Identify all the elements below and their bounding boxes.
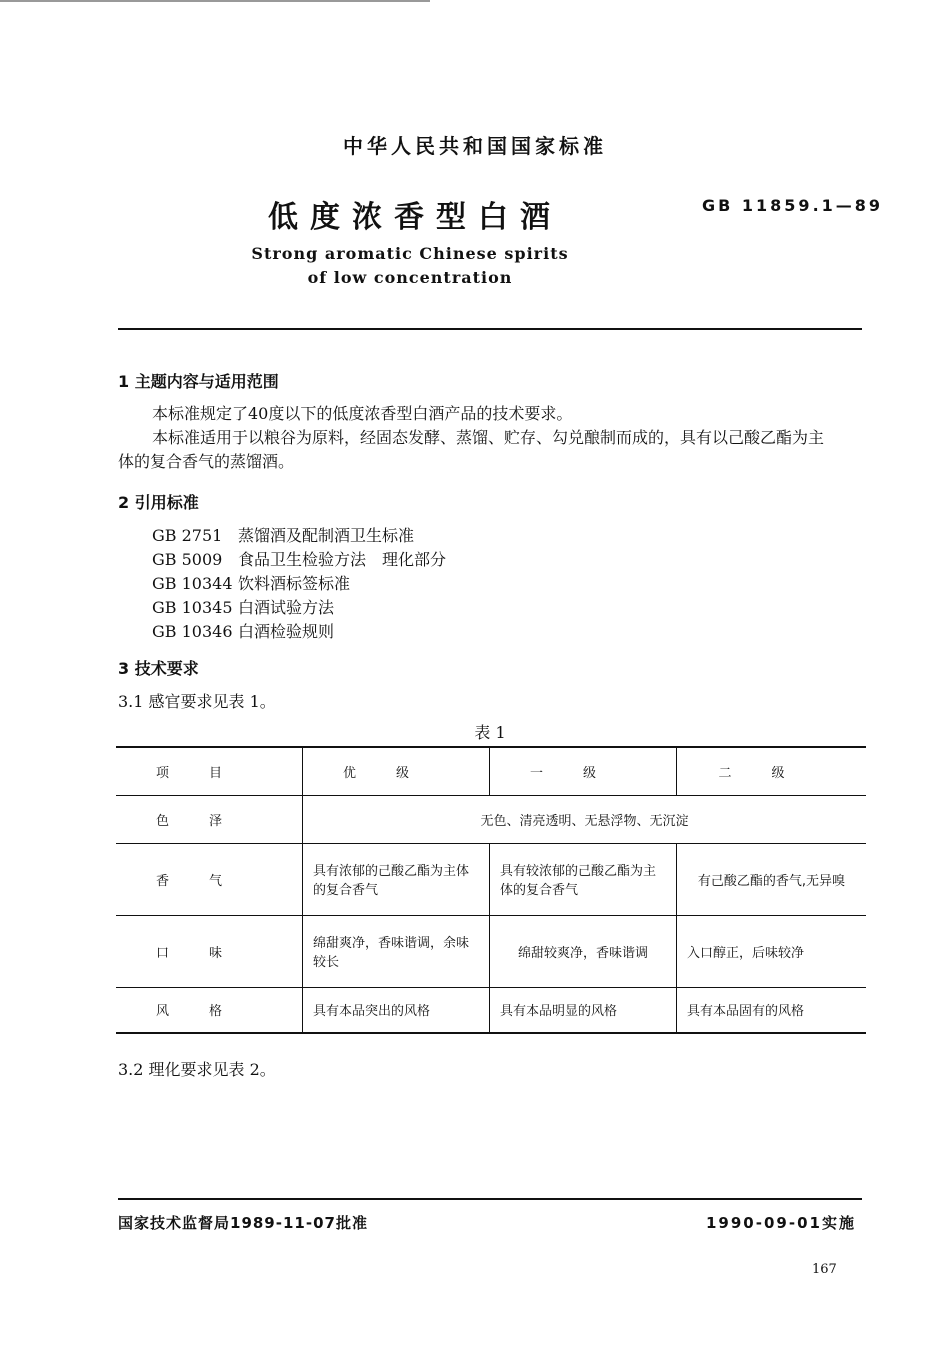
row-item: 口味 (116, 915, 303, 987)
reference-item (152, 523, 414, 546)
table-row (116, 843, 866, 915)
approval-date: 国家技术监督局1989-11-07批准 (118, 1214, 368, 1232)
reference-number: GB 10346 (152, 622, 233, 641)
header-grade-second: 二级 (677, 747, 867, 795)
header-grade-excellent: 优级 (303, 747, 490, 795)
reference-number: GB 10344 (152, 574, 233, 593)
reference-item (152, 619, 334, 642)
cell-second: 具有本品固有的风格 (677, 987, 867, 1033)
reference-item (152, 571, 350, 594)
header-divider (118, 328, 862, 330)
reference-title: 蒸馏酒及配制酒卫生标准 (238, 526, 415, 545)
cell-second: 有己酸乙酯的香气,无异嗅 (677, 843, 867, 915)
cell-first: 具有本品明显的风格 (490, 987, 677, 1033)
standard-code: GB 11859.1—89 (702, 196, 884, 215)
footer-divider (118, 1198, 862, 1200)
cell-first: 具有较浓郁的己酸乙酯为主体的复合香气 (490, 843, 677, 915)
reference-number: GB 2751 (152, 526, 223, 545)
table1-caption: 表 1 (474, 723, 506, 742)
section1-para1: 本标准规定了40度以下的低度浓香型白酒产品的技术要求。 (152, 404, 573, 423)
table-row (116, 915, 866, 987)
cell-second: 入口醇正，后味较净 (677, 915, 867, 987)
cell-excellent: 具有本品突出的风格 (303, 987, 490, 1033)
row-item: 色泽 (116, 795, 303, 843)
section1-para2-line1: 本标准适用于以粮谷为原料，经固态发酵、蒸馏、贮存、勾兑酿制而成的，具有以己酸乙酯为主 (152, 428, 825, 447)
clause-3-2: 3.2 理化要求见表 2。 (118, 1060, 276, 1079)
reference-item (152, 547, 446, 570)
document-title: 低度浓香型白酒 (268, 200, 562, 235)
clause-3-1: 3.1 感官要求见表 1。 (118, 692, 276, 711)
table-header-row (116, 747, 866, 795)
page-number: 167 (812, 1262, 837, 1277)
row-item: 香气 (116, 843, 303, 915)
cell-first: 绵甜较爽净，香味谐调 (490, 915, 677, 987)
header-item: 项目 (116, 747, 303, 795)
cell-excellent: 具有浓郁的己酸乙酯为主体的复合香气 (303, 843, 490, 915)
merged-cell: 无色、清亮透明、无悬浮物、无沉淀 (303, 795, 867, 843)
table-row (116, 987, 866, 1033)
reference-title: 白酒试验方法 (238, 598, 335, 617)
english-title-line1: Strong aromatic Chinese spirits (251, 244, 569, 263)
reference-number: GB 5009 (152, 550, 223, 569)
reference-number: GB 10345 (152, 598, 233, 617)
section2-heading: 2 引用标准 (118, 493, 199, 512)
effective-date: 1990-09-01实施 (706, 1214, 856, 1232)
section1-para2-line2: 体的复合香气的蒸馏酒。 (118, 452, 295, 471)
reference-title: 白酒检验规则 (238, 622, 335, 641)
section3-heading: 3 技术要求 (118, 659, 199, 678)
reference-title: 食品卫生检验方法 理化部分 (238, 550, 447, 569)
sensory-requirements-table (116, 746, 866, 1034)
english-title-line2: of low concentration (307, 268, 513, 287)
top-scan-rule (0, 0, 430, 2)
header-grade-first: 一级 (490, 747, 677, 795)
issuing-body: 中华人民共和国国家标准 (343, 134, 607, 158)
table-row (116, 795, 866, 843)
reference-title: 饮料酒标签标准 (238, 574, 351, 593)
section1-heading: 1 主题内容与适用范围 (118, 372, 279, 391)
cell-excellent: 绵甜爽净，香味谐调，余味较长 (303, 915, 490, 987)
reference-item (152, 595, 334, 618)
row-item: 风格 (116, 987, 303, 1033)
